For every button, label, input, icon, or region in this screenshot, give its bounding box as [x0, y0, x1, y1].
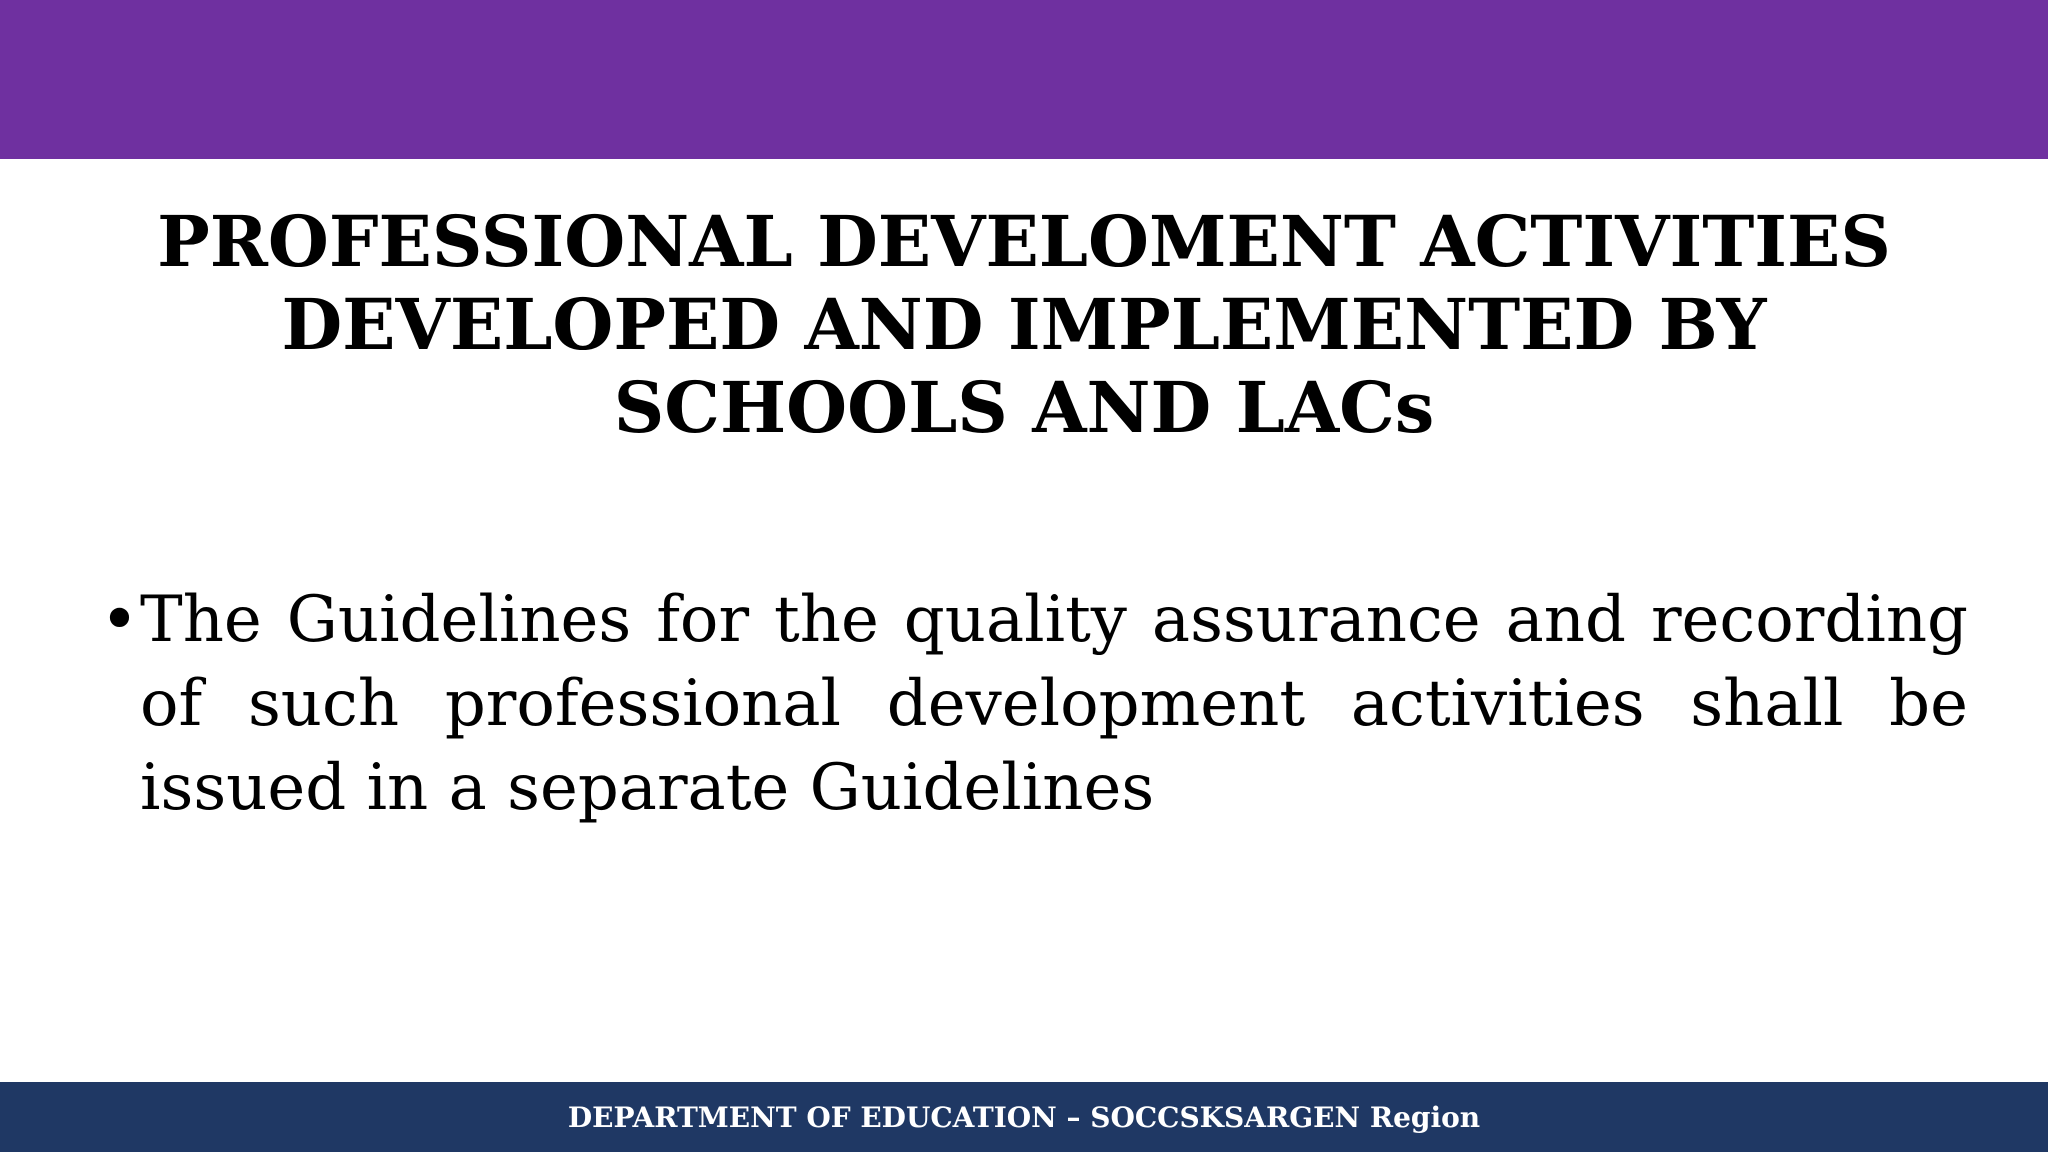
- slide-title-line-2: DEVELOPED AND IMPLEMENTED BY: [281, 283, 1767, 366]
- bullet-dot-icon: •: [100, 581, 139, 658]
- footer-band: [0, 1082, 2048, 1152]
- footer-text: DEPARTMENT OF EDUCATION – SOCCSKSARGEN Region: [567, 1100, 1481, 1134]
- bullet-item: [100, 578, 1968, 830]
- bullet-text: The Guidelines for the quality assurance and recording of such professional development activities shall be issued in a separate Guidelines: [140, 583, 1968, 825]
- bullet-list: [100, 578, 1968, 830]
- slide-title-line-3: SCHOOLS AND LACs: [613, 366, 1435, 449]
- slide-title: [100, 200, 1948, 449]
- slide-title-line-1: PROFESSIONAL DEVELOMENT ACTIVITIES: [157, 200, 1891, 283]
- header-band: [0, 0, 2048, 159]
